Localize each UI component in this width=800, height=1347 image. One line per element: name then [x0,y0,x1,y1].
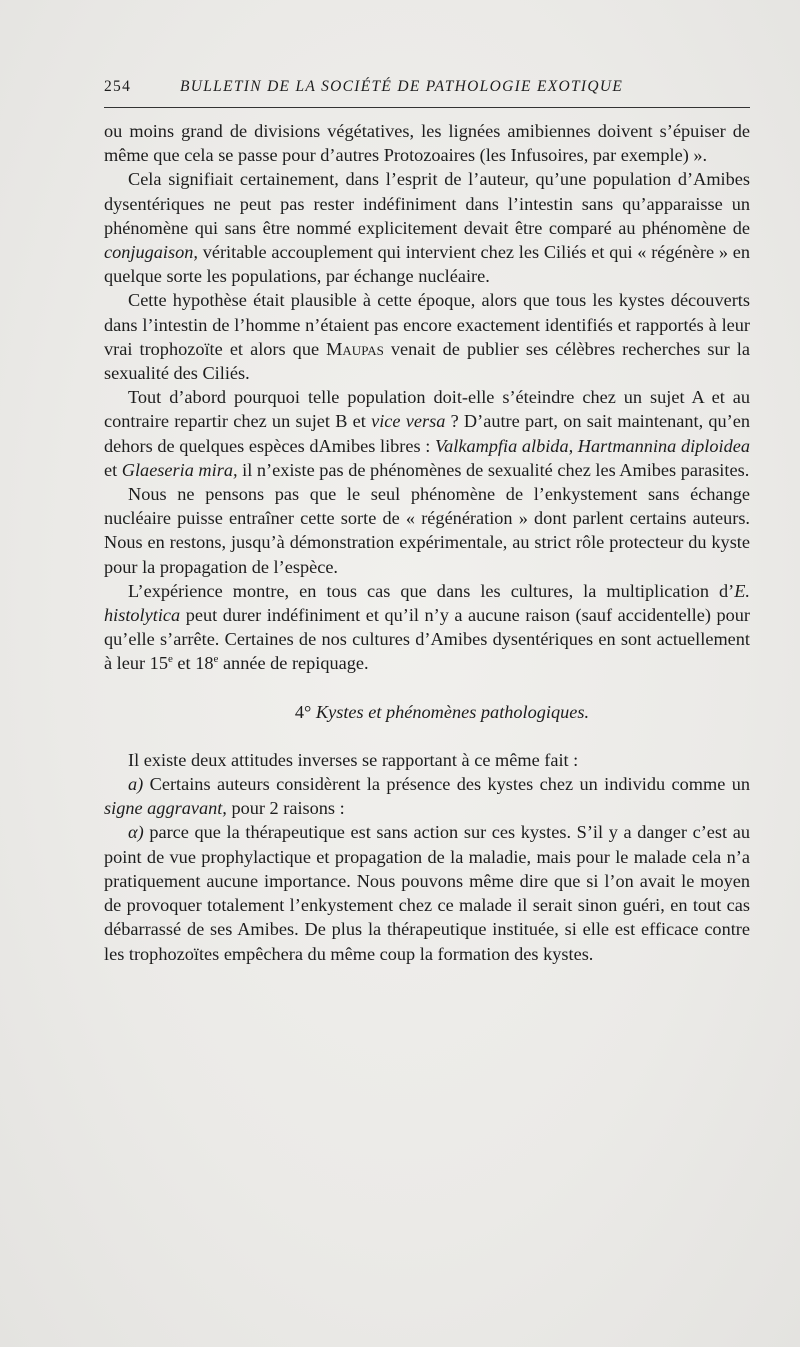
paragraph [104,288,750,385]
paragraph-text: pour 2 raisons : [226,798,345,819]
species-name: E. histolytica [104,580,750,626]
paragraph [104,579,750,676]
paragraph-text: Il existe deux attitudes inverses se rapportant à ce même fait : [128,749,579,770]
paragraph-text: Certains auteurs considèrent la présence des kystes chez un individu comme un [143,774,750,795]
italic-term: vice versa [371,411,446,432]
paragraph [104,748,750,772]
paragraph-text: peut durer indéfiniment et qu’il n’y a aucune raison (sauf accidentelle) pour qu’elle s’arrête. Certaines de nos cultures d’Amibes dysentériques en sont actuellement à leur 15 [104,605,750,674]
italic-term: conjugaison, [104,242,198,263]
paragraph-text: ? D’autre part, on sait maintenant, qu’en dehors de quelques espèces dAmibes libres : [104,411,751,456]
list-marker: α) [128,822,144,843]
paragraph [104,772,750,820]
paragraph-text: Cela signifiait certainement, dans l’esprit de l’auteur, qu’une population d’Amibes dysentériques ne peut pas rester indéfiniment dans l’intestin sans qu’apparaisse un phénomène qui sans être nommé explicitement devait être comparé au phénomène de [104,169,750,238]
paragraph-text: Tout d’abord pourquoi telle population doit-elle s’éteindre chez un sujet A et au contraire repartir chez un sujet B et [104,387,750,432]
paragraph-text: parce que la thérapeutique est sans action sur ces kystes. S’il y a danger c’est au point de vue prophylactique et propagation de la maladie, mais pour le malade cela n’a pratiquement aucune importance. Nous pouvons même dire que si l’on avait le moyen de provoquer totalement l’enkystement chez ce malade il serait sinon guéri, en tout cas débarrassé de ses Amibes. De plus la thérapeutique instituée, si elle est efficace contre les trophozoïtes empêchera du même coup la formation des kystes. [104,822,750,964]
running-header [104,76,750,102]
paragraph-text: et 18 [172,653,214,674]
ordinal-suffix: e [213,653,219,666]
ordinal-suffix: e [167,653,173,666]
page-number: 254 [104,78,132,95]
italic-term: signe aggravant, [104,798,227,819]
paragraph-text: il n’existe pas de phénomènes de sexualité chez les Amibes parasites. [237,459,750,480]
species-name: Glaeseria mira, [121,459,238,480]
section-title: Kystes et phénomènes pathologiques. [315,701,590,722]
paragraph-text: ou moins grand de divisions végétatives, les lignées amibiennes doivent s’épuiser de même que cela se passe pour d’autres Protozoaires (les Infusoires, par exemple) ». [104,121,750,166]
paragraph [104,482,750,579]
section-heading [104,700,750,724]
paragraph-text: année de repiquage. [218,653,369,674]
author-name: Maupas [326,338,384,359]
paragraph [104,820,750,965]
paragraph [104,119,750,167]
journal-title: BULLETIN DE LA SOCIÉTÉ DE PATHOLOGIE EXOTIQUE [180,78,624,95]
body-text [104,119,750,966]
paragraph-text: et [104,459,122,480]
paragraph-text: véritable accouplement qui intervient chez les Ciliés et qui « régénère » en quelque sorte les populations, par échange nucléaire. [104,242,750,287]
paragraph [104,167,750,288]
paragraph-text: Cette hypothèse était plausible à cette époque, alors que tous les kystes découverts dans l’intestin de l’homme n’étaient pas encore exactement identifiés et rapportés à leur vrai trophozoïte et alors que [104,290,750,359]
paragraph-text: venait de publier ses célèbres recherches sur la sexualité des Ciliés. [104,338,750,384]
section-number: 4° [294,701,312,722]
paragraph-text: L’expérience montre, en tous cas que dans les cultures, la multiplication d’ [128,580,735,601]
list-marker: a) [128,774,144,795]
species-names: Valkampfia albida, Hartmannina diploidea [434,435,750,456]
paragraph [104,385,750,482]
header-rule [104,107,750,108]
paragraph-text: Nous ne pensons pas que le seul phénomène de l’enkystement sans échange nucléaire puisse entraîner cette sorte de « régénération » dont parlent certains auteurs. Nous en restons, jusqu’à démonstration expérimentale, au strict rôle protecteur du kyste pour la propagation de l’espèce. [104,484,750,577]
